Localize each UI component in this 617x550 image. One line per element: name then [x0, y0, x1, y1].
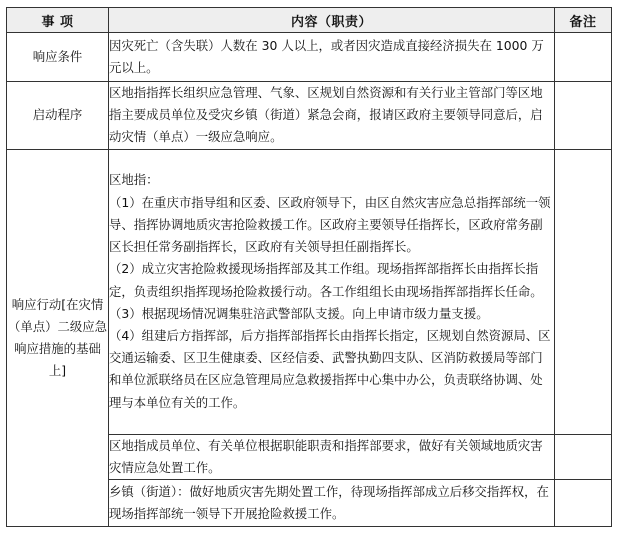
row-action-item: 响应行动[在灾情（单点）二级应急响应措施的基础上]: [7, 149, 109, 526]
action-heading: 区地指：: [109, 172, 159, 188]
row-members-note: [555, 434, 612, 479]
procedure-text: 区地指指挥长组织应急管理、气象、区规划自然资源和有关行业主管部门等区地指主要成员单位及受灾乡镇（街道）紧急会商，报请区政府主要领导同意后，启动灾情（单点）一级应急响应。: [109, 85, 543, 145]
row-procedure-note: [555, 82, 612, 150]
row-action-note: [555, 149, 612, 434]
response-table: [6, 7, 612, 527]
action-step-4: （4）组建后方指挥部，后方指挥部指挥长由指挥长指定，区规划自然资源局、区交通运输委、区卫生健康委、区经信委、武警执勤四支队、区消防救援局等部门和单位派联络员在区应急管理局应急救援指挥中心集中办公，负责联络协调、处理与本单位有关的工作。: [109, 327, 551, 410]
table-row: [7, 149, 612, 434]
row-condition-item: 响应条件: [7, 33, 109, 82]
header-note: 备注: [555, 8, 612, 33]
members-text: 区地指成员单位、有关单位根据职能职责和指挥部要求，做好有关领域地质灾害灾情应急处置工作。: [109, 437, 543, 475]
table-row: [7, 82, 612, 150]
row-condition-note: [555, 33, 612, 82]
row-township-note: [555, 480, 612, 527]
row-procedure-content: [109, 82, 555, 150]
row-action-content: [109, 149, 555, 434]
table-header-row: [7, 8, 612, 33]
header-item: 事 项: [7, 8, 109, 33]
row-procedure-item: 启动程序: [7, 82, 109, 150]
table-row: [7, 33, 612, 82]
row-township-content: [109, 480, 555, 527]
action-step-1: （1）在重庆市指导组和区委、区政府领导下，由区自然灾害应急总指挥部统一领导、指挥协调地质灾害抢险救援工作。区政府主要领导任指挥长，区政府常务副区长担任常务副指挥长，区政府有关领导担任副指挥长。: [109, 194, 551, 255]
township-text: 乡镇（街道）：做好地质灾害先期处置工作，待现场指挥部成立后移交指挥权，在现场指挥部统一领导下开展抢险救援工作。: [109, 483, 549, 522]
action-step-2: （2）成立灾害抢险救援现场指挥部及其工作组。现场指挥部指挥长由指挥长指定，负责组织指挥现场抢险救援行动。各工作组组长由现场指挥部指挥长任命。: [109, 261, 543, 299]
row-condition-content: [109, 33, 555, 82]
action-step-3: （3）根据现场情况调集驻涪武警部队支援。向上申请市级力量支援。: [109, 305, 489, 321]
header-content: 内容（职责）: [109, 8, 555, 33]
row-members-content: [109, 434, 555, 479]
condition-text: 因灾死亡（含失联）人数在 30 人以上，或者因灾造成直接经济损失在 1000 万元以上。: [109, 37, 544, 75]
